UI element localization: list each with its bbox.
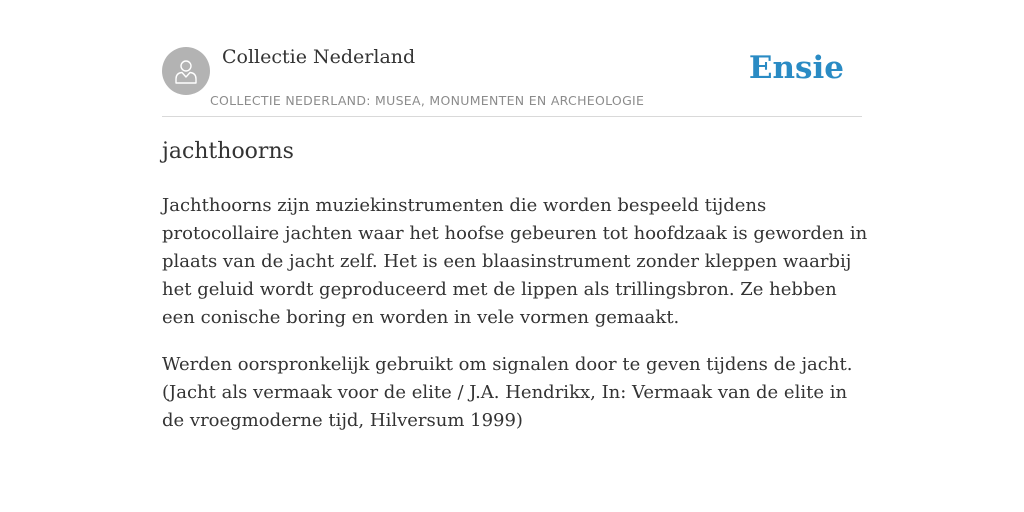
paragraph: Werden oorspronkelijk gebruikt om signalen door te geven tijdens de jacht. (Jacht als vermaak voor de elite / J.A. Hendrikx, In: Vermaak van de elite in de vroegmoderne tijd, Hilversum 1999) (162, 354, 853, 431)
entry-body (162, 192, 868, 454)
avatar[interactable] (162, 47, 210, 95)
brand-logo[interactable]: Ensie (748, 50, 844, 86)
author-subtitle[interactable]: COLLECTIE NEDERLAND: MUSEA, MONUMENTEN EN ARCHEOLOGIE (210, 93, 645, 108)
author-name[interactable]: Collectie Nederland (222, 46, 416, 68)
user-icon (171, 56, 201, 86)
paragraph: Jachthoorns zijn muziekinstrumenten die worden bespeeld tijdens protocollaire jachten waar het hoofse gebeuren tot hoofdzaak is geworden in plaats van de jacht zelf. Het is een blaasinstrument zonder kleppen waarbij het geluid wordt geproduceerd met de lippen als trillingsbron. Ze hebben een conische boring en worden in vele vormen gemaakt. (162, 195, 868, 328)
entry-title: jachthoorns (162, 139, 294, 164)
entry-header (162, 40, 862, 117)
